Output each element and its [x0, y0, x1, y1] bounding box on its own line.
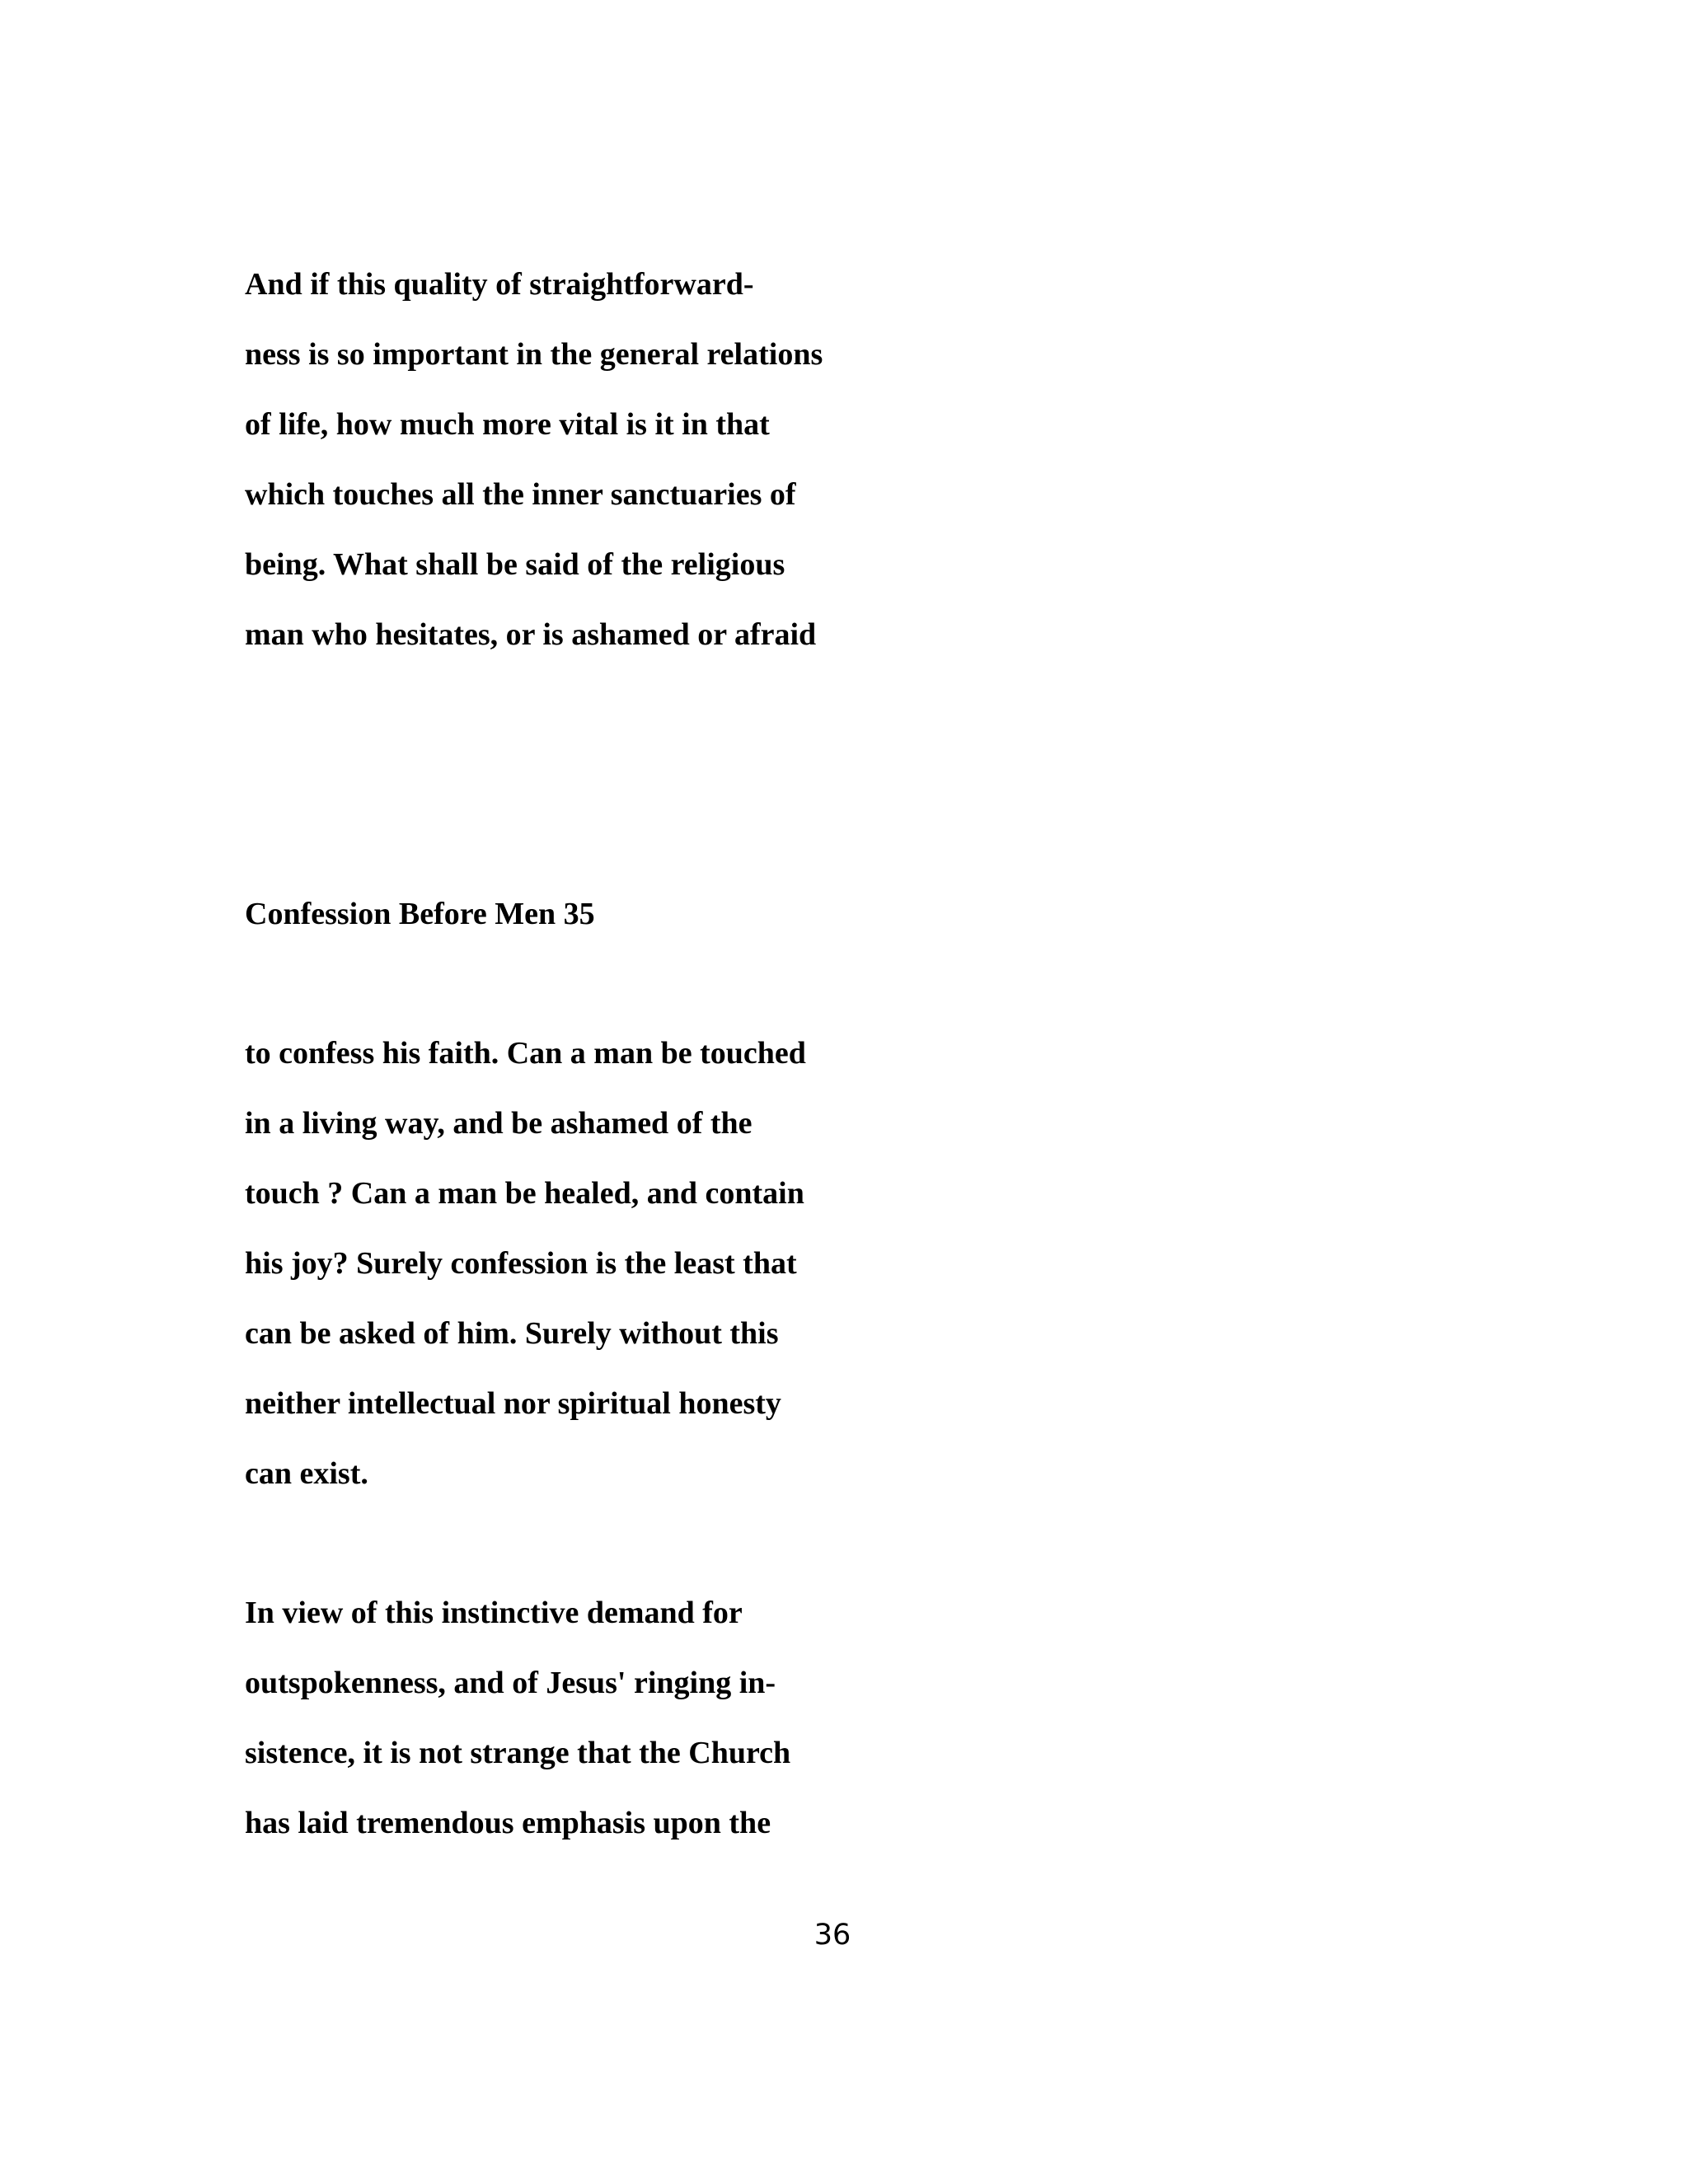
text-line: his joy? Surely confession is the least that — [245, 1246, 797, 1281]
text-line: in a living way, and be ashamed of the — [245, 1106, 753, 1141]
text-line: which touches all the inner sanctuaries of — [245, 477, 796, 512]
text-line: to confess his faith. Can a man be touched — [245, 1036, 806, 1071]
text-line: touch ? Can a man be healed, and contain — [245, 1176, 804, 1211]
page-number: 36 — [814, 1919, 851, 1952]
text-line: man who hesitates, or is ashamed or afraid — [245, 617, 817, 652]
text-line: sistence, it is not strange that the Church — [245, 1736, 791, 1770]
text-line: ness is so important in the general relations — [245, 337, 823, 372]
text-line: neither intellectual nor spiritual honesty — [245, 1386, 781, 1421]
text-line: can exist. — [245, 1456, 368, 1491]
text-line: being. What shall be said of the religious — [245, 547, 785, 582]
text-line: In view of this instinctive demand for — [245, 1596, 743, 1630]
text-line: of life, how much more vital is it in that — [245, 407, 770, 442]
running-header-text: Confession Before Men 35 — [245, 897, 595, 931]
text-line: has laid tremendous emphasis upon the — [245, 1806, 771, 1840]
text-line: And if this quality of straightforward- — [245, 267, 754, 302]
text-line: outspokenness, and of Jesus' ringing in- — [245, 1666, 776, 1700]
text-line: can be asked of him. Surely without this — [245, 1316, 779, 1351]
